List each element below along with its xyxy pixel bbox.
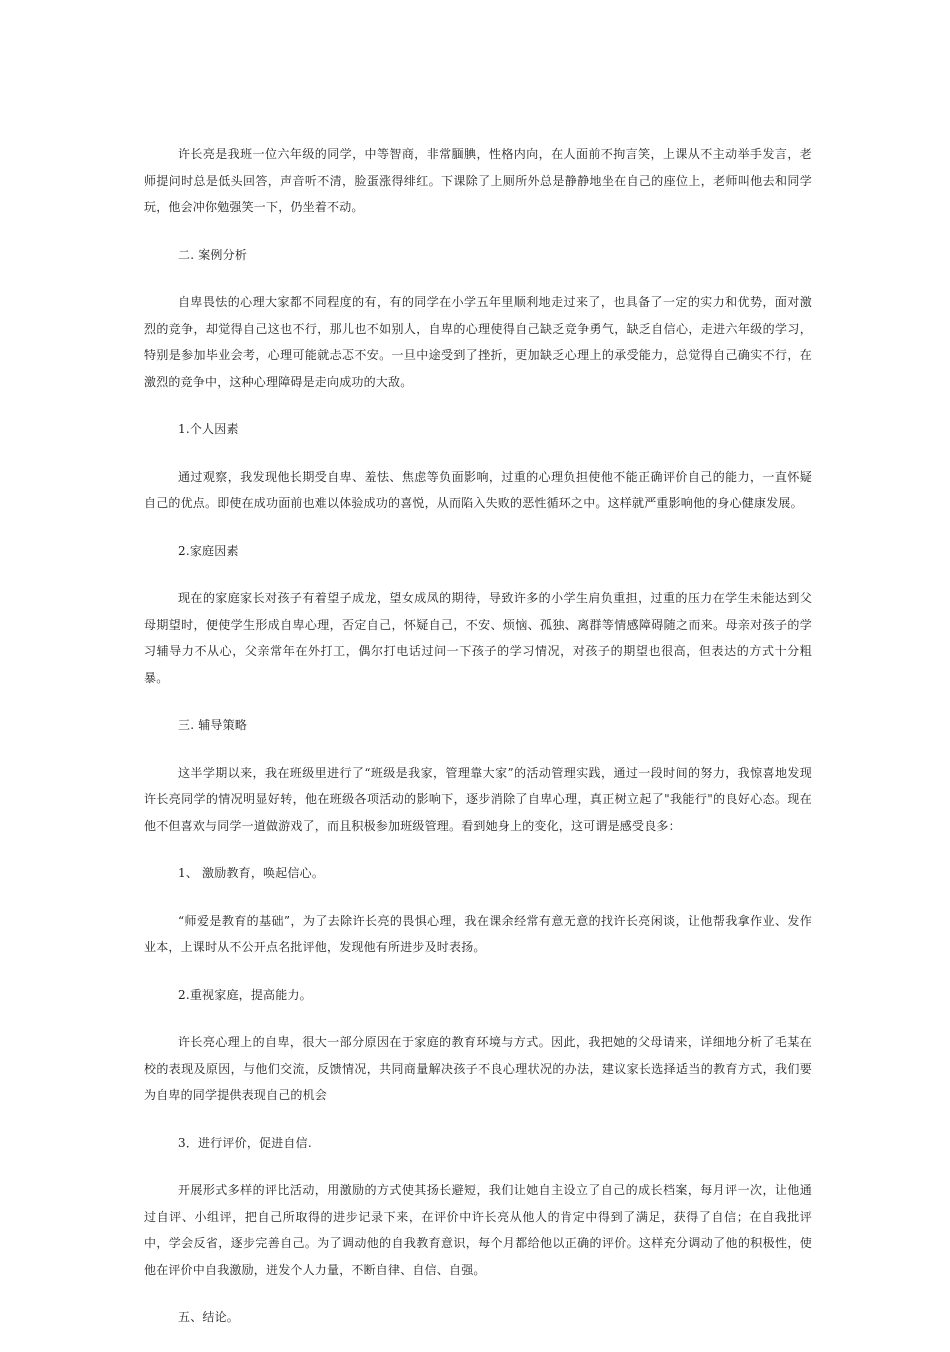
paragraph-family-factors: 现在的家庭家长对孩子有着望子成龙，望女成凤的期待，导致许多的小学生肩负重担，过重的压力在学生未能达到父母期望时，便使学生形成自卑心理，否定自己，怀疑自己，不安、烦恼、孤独、离群等情感障碍随之而来。母亲对孩子的学习辅导力不从心，父亲常年在外打工，偶尔打电话过问一下孩子的学习情况，对孩子的期望也很高，但表达的方式十分粗暴。 xyxy=(144,591,812,685)
document-body xyxy=(144,141,812,1352)
paragraph-personal-factors: 通过观察，我发现他长期受自卑、羞怯、焦虑等负面影响，过重的心理负担使他不能正确评价自己的能力，一直怀疑自己的优点。即使在成功面前也难以体验成功的喜悦，从而陷入失败的恶性循环之中。这样就严重影响他的身心健康发展。 xyxy=(144,469,812,510)
heading-conclusion: 五、结论。 xyxy=(178,1310,240,1324)
heading-personal-factors: 1.个人因素 xyxy=(178,422,239,436)
heading-evaluation: 3．进行评价，促进自信. xyxy=(178,1135,312,1150)
paragraph-intro: 许长亮是我班一位六年级的同学，中等智商，非常腼腆，性格内向，在人面前不拘言笑，上课从不主动举手发言，老师提问时总是低头回答，声音听不清，脸蛋涨得绯红。下课除了上厕所外总是静静地坐在自己的座位上，老师叫他去和同学玩，他会冲你勉强笑一下，仍坐着不动。 xyxy=(144,147,812,214)
paragraph-family-focus: 许长亮心理上的自卑，很大一部分原因在于家庭的教育环境与方式。因此，我把她的父母请来，详细地分析了毛某在校的表现及原因，与他们交流，反馈情况，共同商量解决孩子不良心理状况的办法，建议家长选择适当的教育方式，我们要为自卑的同学提供表现自己的机会 xyxy=(144,1035,812,1102)
paragraph-case-analysis: 自卑畏怯的心理大家都不同程度的有，有的同学在小学五年里顺利地走过来了，也具备了一定的实力和优势，面对激烈的竞争，却觉得自己这也不行，那儿也不如别人，自卑的心理使得自己缺乏竞争勇气，缺乏自信心，走进六年级的学习，特别是参加毕业会考，心理可能就忐忑不安。一旦中途受到了挫折，更加缺乏心理上的承受能力，总觉得自己确实不行，在激烈的竞争中，这种心理障碍是走向成功的大敌。 xyxy=(144,295,812,389)
heading-family-factors: 2.家庭因素 xyxy=(178,543,239,558)
heading-guidance-strategy: 三. 辅导策略 xyxy=(178,718,248,732)
paragraph-evaluation: 开展形式多样的评比活动，用激励的方式使其扬长避短，我们让她自主设立了自己的成长档案，每月评一次，让他通过自评、小组评，把自己所取得的进步记录下来，在评价中许长亮从他人的肯定中得到了满足，获得了自信；在自我批评中，学会反省，逐步完善自己。为了调动他的自我教育意识，每个月都给他以正确的评价。这样充分调动了他的积极性，使他在评价中自我激励，迸发个人力量，不断自律、自信、自强。 xyxy=(144,1183,812,1277)
heading-family-focus: 2.重视家庭，提高能力。 xyxy=(178,987,312,1002)
paragraph-guidance-strategy: 这半学期以来，我在班级里进行了“班级是我家，管理靠大家”的活动管理实践，通过一段时间的努力，我惊喜地发现许长亮同学的情况明显好转，他在班级各项活动的影响下，逐步消除了自卑心理，真正树立起了"我能行"的良好心态。现在他不但喜欢与同学一道做游戏了，而且积极参加班级管理。看到她身上的变化，这可谓是感受良多： xyxy=(144,765,812,833)
paragraph-encourage: “师爱是教育的基础”，为了去除许长亮的畏惧心理，我在课余经常有意无意的找许长亮闲谈，让他帮我拿作业、发作业本，上课时从不公开点名批评他，发现他有所进步及时表扬。 xyxy=(144,913,812,954)
heading-encourage: 1、 激励教育，唤起信心。 xyxy=(178,866,325,880)
heading-case-analysis: 二. 案例分析 xyxy=(178,247,248,262)
